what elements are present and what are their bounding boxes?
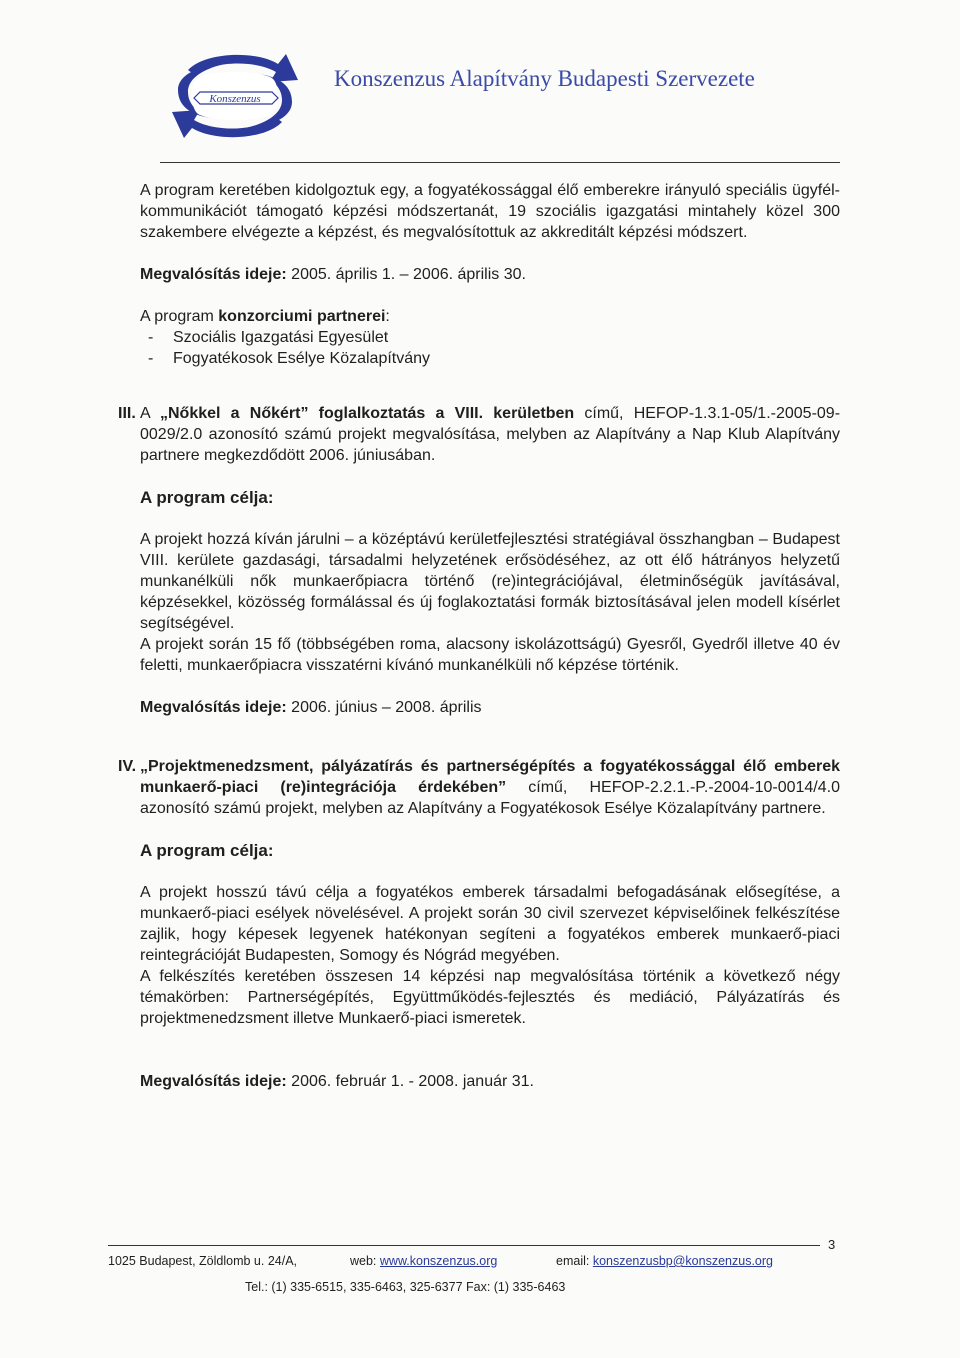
partners-intro [140,306,840,327]
list-dash: - [148,329,154,346]
section-iv-text: című, HEFOP-2.2.1.-P.-2004-10-0014/4.0 azonosító számú projekt, melyben az Alapítvány a Fogyatékosok Esélye Közalapítvány partnere. [140,779,840,817]
section-iv-goal-paragraph-2: A felkészítés keretében összesen 14 képzési nap megvalósítása történik a következő négy témakörben: Partnerségépítés, Együttműködés-fejlesztés és mediáció, Pályázatírás és projektmenedzsment illetve Munkaerő-piaci ismeretek. [140,968,840,1027]
block1-timeline [140,264,840,285]
partner-name: Fogyatékosok Esélye Közalapítvány [173,350,431,367]
partner-name: Szociális Igazgatási Egyesület [173,329,389,346]
list-dash: - [148,350,154,367]
footer-address: 1025 Budapest, Zöldlomb u. 24/A, [108,1254,298,1268]
footer-web [350,1254,497,1268]
footer-email [556,1254,773,1268]
timeline-value: 2006. február 1. - 2008. január 31. [286,1073,534,1090]
section-iv-intro [140,756,840,819]
timeline-label: Megvalósítás ideje: [140,266,287,283]
page-number: 3 [828,1237,836,1252]
section-iv-goal-paragraph: A projekt hosszú távú célja a fogyatékos emberek társadalmi befogadásának elősegítése, a munkaerő-piaci esélyek növelésével. A projekt során 30 civil szervezet képviselőinek felkészítése zajlik, hogy képesek legyenek hatékonyan segíteni a fogyatékos emberek munkaerő-piaci reintegrációját Budapesten, Somogy és Nógrád megyében. [140,884,840,964]
timeline-label: Megvalósítás ideje: [140,1073,287,1090]
partners-intro-text: A program [140,308,219,325]
document-body [118,180,841,1092]
timeline-value: 2006. június – 2008. április [286,699,482,716]
web-label: web: [350,1254,380,1268]
section-iii-goal-paragraph-2: A projekt során 15 fő (többségében roma, alacsony iskolázottságú) Gyesről, Gyedről illetve 40 év feletti, munkaerőpiacra visszatérni kívánó munkanélküli nő képzése történik. [140,636,840,674]
logo-text: Konszenzus [209,93,261,105]
block1-paragraph: A program keretében kidolgoztuk egy, a fogyatékossággal élő emberekre irányuló speciális ügyfél-kommunikációt támogató képzési módszertanát, 19 szociális igazgatási mintahely közel 300 szakembere elvégezte a képzést, és megvalósítottuk az akkreditált képzési módszert. [140,182,840,241]
section-iv [118,756,840,1092]
partners-intro-bold: konzorciumi partnerei [218,308,386,325]
header-divider [160,162,840,163]
partners-intro-colon: : [385,308,390,325]
section-iii-goal-heading: A program célja: [140,488,274,507]
timeline-value: 2005. április 1. – 2006. április 30. [286,266,526,283]
email-label: email: [556,1254,593,1268]
web-link[interactable]: www.konszenzus.org [379,1254,498,1268]
section-iii-timeline [140,697,840,718]
section-iv-timeline [140,1071,840,1092]
footer-phone: Tel.: (1) 335-6515, 335-6463, 325-6377 Fax: (1) 335-6463 [245,1280,566,1294]
section-iv-goal-heading: A program célja: [140,841,274,860]
section-iii-title: „Nőkkel a Nőkért” foglalkoztatás a VIII. kerületben [160,405,575,422]
partners-list [148,327,840,369]
organization-name: Konszenzus Alapítvány Budapesti Szervezete [334,66,755,91]
section-iii [118,403,841,718]
footer-divider [108,1245,820,1246]
section-iii-goal-paragraph: A projekt hozzá kíván járulni – a középtávú kerületfejlesztési stratégiával összhangban – Budapest VIII. kerülete gazdasági, társadalmi helyzetének erősödéséhez, az ott élő hátrányos helyzetű munkanélküli nők munkaerőpiacra történő (re)integrációjával, életminőségük javításával, képzésekkel, közösség formálással és új foglakoztatási formák biztosításával jelen modell kísérlet segítségével. [140,531,840,632]
section-numeral: III. [118,405,136,422]
email-link[interactable]: konszenzusbp@konszenzus.org [592,1254,773,1268]
section-iv-title: „Projektmenedzsment, pályázatírás és partnerségépítés a fogyatékossággal élő emberek munkaerő-piaci (re)integrációja érdekében” [140,758,840,796]
section-iii-text-a: A [140,405,160,422]
section-iii-intro [140,403,840,466]
timeline-label: Megvalósítás ideje: [140,699,287,716]
section-numeral: IV. [118,758,137,775]
section-iii-text-b: című, HEFOP-1.3.1-05/1.-2005-09-0029/2.0 azonosító számú projekt megvalósítása, melyben az Alapítvány a Nap Klub Alapítvány partnere megkezdődött 2006. júniusában. [140,405,841,464]
list-item [148,327,840,348]
konszenzus-logo [160,40,310,152]
list-item [148,348,840,369]
